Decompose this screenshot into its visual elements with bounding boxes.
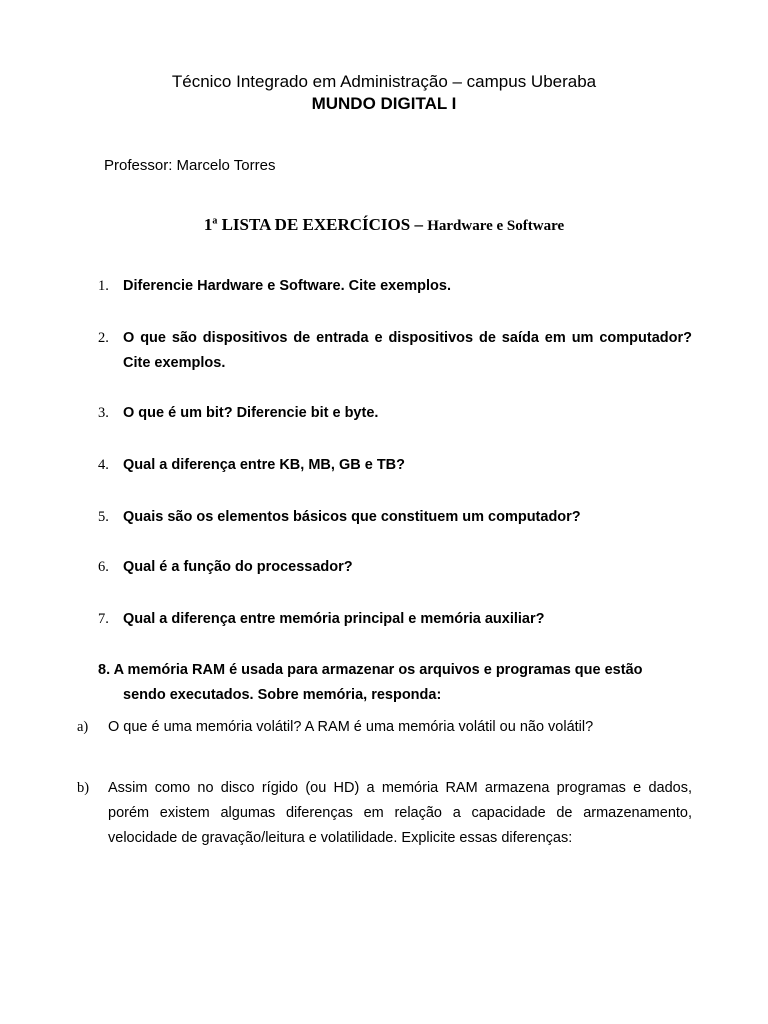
list-ordinal: a	[212, 215, 218, 227]
question-text: Qual a diferença entre KB, MB, GB e TB?	[123, 457, 405, 473]
question-8-rest: sendo executados. Sobre memória, responda:	[123, 687, 442, 703]
question-text: O que é um bit? Diferencie bit e byte.	[123, 405, 379, 421]
question-text: O que são dispositivos de entrada e dispositivos de saída em um computador? Cite exemplos.	[123, 330, 692, 371]
exercise-list-title	[0, 215, 768, 235]
question-number: 2.	[98, 330, 109, 346]
list-number: 1	[203, 215, 213, 234]
course-header: Técnico Integrado em Administração – campus Uberaba	[171, 72, 597, 91]
question-text: Quais são os elementos básicos que constituem um computador?	[123, 509, 581, 525]
list-title-main: LISTA DE EXERCÍCIOS –	[217, 215, 428, 234]
question-number: 6.	[98, 559, 109, 575]
question-number: 5.	[98, 509, 109, 525]
question-number: 1.	[98, 278, 109, 294]
subquestion-text: Assim como no disco rígido (ou HD) a memória RAM armazena programas e dados, porém existem algumas diferenças em relação a capacidade de armazenamento, velocidade de gravação/leitura e volatilidade. Explicite essas diferenças:	[108, 780, 692, 846]
question-number: 7.	[98, 611, 109, 627]
subquestion-b	[77, 776, 692, 851]
question-text: Qual é a função do processador?	[123, 559, 353, 575]
question-text: Diferencie Hardware e Software. Cite exemplos.	[123, 278, 451, 294]
list-topic: Hardware e Software	[427, 218, 565, 234]
question-number: 3.	[98, 405, 109, 421]
question-7	[98, 607, 692, 632]
question-text: Qual a diferença entre memória principal e memória auxiliar?	[123, 611, 545, 627]
question-2	[98, 326, 692, 376]
question-6	[98, 555, 692, 580]
question-1	[98, 274, 692, 299]
subquestion-letter: b)	[77, 780, 90, 796]
professor-name: Professor: Marcelo Torres	[104, 157, 276, 174]
subquestion-letter: a)	[77, 719, 89, 735]
question-number: 4.	[98, 457, 109, 473]
subject-title: MUNDO DIGITAL I	[311, 94, 457, 113]
subquestion-a	[77, 715, 692, 740]
question-5	[98, 505, 692, 530]
subquestion-text: O que é uma memória volátil? A RAM é uma memória volátil ou não volátil?	[108, 719, 594, 735]
question-8	[98, 658, 692, 708]
question-3	[98, 401, 692, 426]
question-4	[98, 453, 692, 478]
question-8-line1: 8. A memória RAM é usada para armazenar os arquivos e programas que estão	[98, 662, 643, 678]
